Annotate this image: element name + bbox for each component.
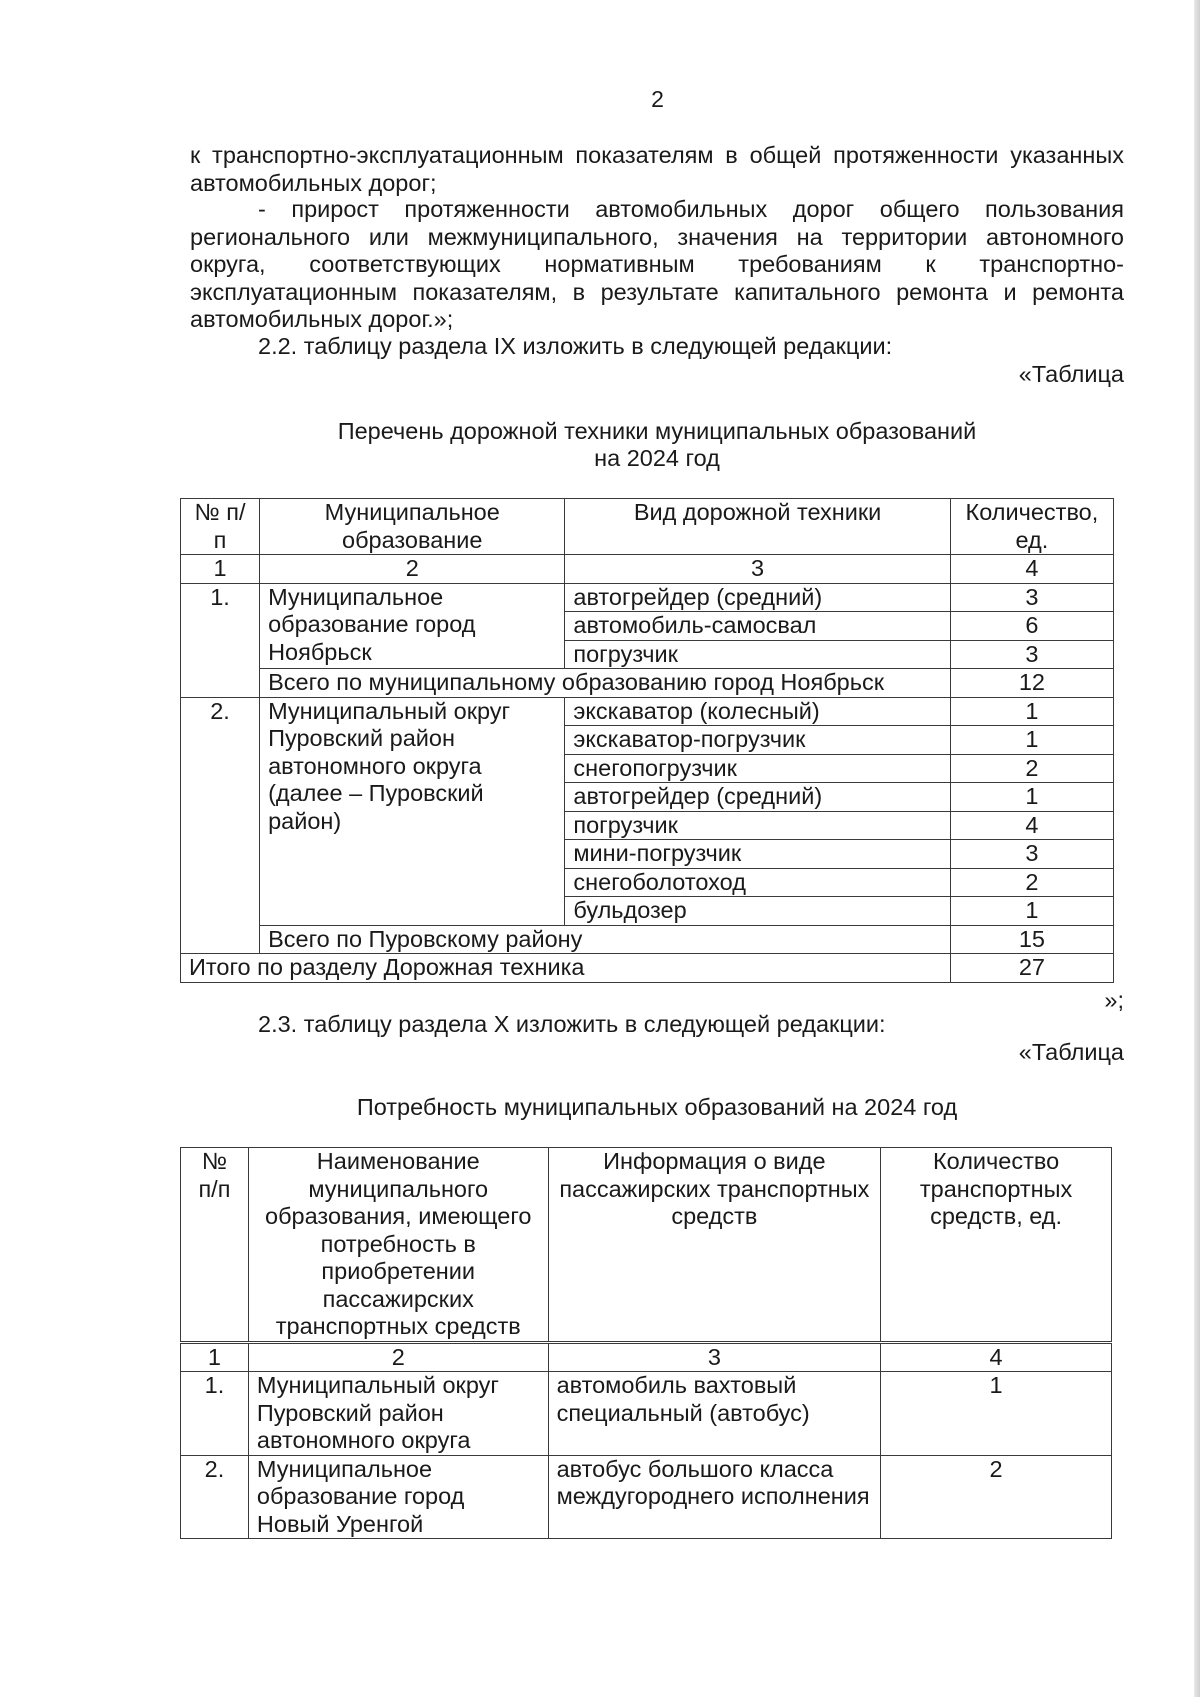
municipality-name: Муниципальное образование город Новый Уренгой xyxy=(248,1455,548,1539)
column-number: 1 xyxy=(181,555,260,584)
municipality-name: Муниципальное образование город Ноябрьск xyxy=(260,583,565,669)
page-number: 2 xyxy=(651,86,664,112)
equipment-qty: 3 xyxy=(950,840,1113,869)
equipment-qty: 2 xyxy=(950,868,1113,897)
header-cell: № п/п xyxy=(181,499,260,555)
vehicle-info: автомобиль вахтовый специальный (автобус) xyxy=(548,1372,881,1456)
paragraph-continuation: к транспортно-эксплуатационным показателям в общей протяженности указанных автомобильных дорог; xyxy=(190,142,1124,196)
equipment-qty: 1 xyxy=(950,697,1113,726)
equipment-type: снегопогрузчик xyxy=(565,754,950,783)
grand-total-label: Итого по разделу Дорожная техника xyxy=(181,954,951,983)
column-number: 4 xyxy=(881,1342,1112,1372)
row-number: 1. xyxy=(181,583,260,697)
municipality-name: Муниципальный округ Пуровский район автономного округа (далее – Пуровский район) xyxy=(260,697,565,925)
subtotal-row xyxy=(181,925,1114,954)
equipment-qty: 6 xyxy=(950,612,1113,641)
header-cell: № п/п xyxy=(181,1148,249,1343)
item-2-3: 2.3. таблицу раздела X изложить в следующей редакции: xyxy=(258,1011,886,1037)
header-cell: Количество, ед. xyxy=(950,499,1113,555)
column-number: 4 xyxy=(950,555,1113,584)
table-column-number-row xyxy=(181,1342,1112,1372)
table-header-row xyxy=(181,499,1114,555)
vehicle-info: автобус большого класса междугороднего исполнения xyxy=(548,1455,881,1539)
equipment-type: погрузчик xyxy=(565,640,950,669)
equipment-qty: 3 xyxy=(950,640,1113,669)
equipment-type: автогрейдер (средний) xyxy=(565,783,950,812)
page-edge-shadow xyxy=(1194,0,1200,1697)
column-number: 3 xyxy=(565,555,950,584)
table-row xyxy=(181,1372,1112,1456)
column-number: 3 xyxy=(548,1342,881,1372)
equipment-qty: 4 xyxy=(950,811,1113,840)
equipment-qty: 1 xyxy=(950,726,1113,755)
equipment-qty: 1 xyxy=(950,783,1113,812)
column-number: 2 xyxy=(260,555,565,584)
vehicle-qty: 1 xyxy=(881,1372,1112,1456)
header-cell: Информация о виде пассажирских транспортных средств xyxy=(548,1148,881,1343)
equipment-type: экскаватор (колесный) xyxy=(565,697,950,726)
header-cell: Муниципальное образование xyxy=(260,499,565,555)
vehicle-qty: 2 xyxy=(881,1455,1112,1539)
grand-total-row xyxy=(181,954,1114,983)
equipment-type: автомобиль-самосвал xyxy=(565,612,950,641)
subtotal-value: 15 xyxy=(950,925,1113,954)
row-number: 2. xyxy=(181,697,260,954)
column-number: 1 xyxy=(181,1342,249,1372)
table2-title: Потребность муниципальных образований на 2024 год xyxy=(356,1094,958,1120)
row-number: 2. xyxy=(181,1455,249,1539)
road-equipment-table xyxy=(180,498,1114,983)
row-number: 1. xyxy=(181,1372,249,1456)
table-row xyxy=(181,1455,1112,1539)
subtotal-label: Всего по муниципальному образованию город Ноябрьск xyxy=(260,669,951,698)
table1-title-line2: на 2024 год xyxy=(594,445,720,471)
equipment-type: снегоболотоход xyxy=(565,868,950,897)
header-cell: Вид дорожной техники xyxy=(565,499,950,555)
table1-closing-quote: »; xyxy=(1104,987,1124,1013)
table-row xyxy=(181,697,1114,726)
subtotal-label: Всего по Пуровскому району xyxy=(260,925,951,954)
equipment-type: бульдозер xyxy=(565,897,950,926)
equipment-type: экскаватор-погрузчик xyxy=(565,726,950,755)
table-row xyxy=(181,583,1114,612)
subtotal-value: 12 xyxy=(950,669,1113,698)
table-column-number-row xyxy=(181,555,1114,584)
equipment-qty: 1 xyxy=(950,897,1113,926)
table-header-row xyxy=(181,1148,1112,1343)
item-2-2: 2.2. таблицу раздела IX изложить в следующей редакции: xyxy=(258,333,893,359)
table-label-2: «Таблица xyxy=(1018,1039,1124,1065)
municipality-name: Муниципальный округ Пуровский район автономного округа xyxy=(248,1372,548,1456)
table1-title-line1: Перечень дорожной техники муниципальных образований xyxy=(337,418,977,444)
equipment-type: мини-погрузчик xyxy=(565,840,950,869)
equipment-type: погрузчик xyxy=(565,811,950,840)
equipment-qty: 3 xyxy=(950,583,1113,612)
subtotal-row xyxy=(181,669,1114,698)
paragraph-increase-length: - прирост протяженности автомобильных дорог общего пользования регионального или межмуниципального, значения на территории автономного округа, соответствующих нормативным требованиям к транспортно-эксплуатационным показателям, в результате капитального ремонта и ремонта автомобильных дорог.»; xyxy=(190,196,1124,332)
equipment-qty: 2 xyxy=(950,754,1113,783)
header-cell: Наименование муниципального образования, имеющего потребность в приобретении пассажирских транспортных средств xyxy=(248,1148,548,1343)
grand-total-value: 27 xyxy=(950,954,1113,983)
equipment-type: автогрейдер (средний) xyxy=(565,583,950,612)
table-label-1: «Таблица xyxy=(1018,361,1124,387)
municipal-needs-table xyxy=(180,1147,1112,1539)
header-cell: Количество транспортных средств, ед. xyxy=(881,1148,1112,1343)
column-number: 2 xyxy=(248,1342,548,1372)
